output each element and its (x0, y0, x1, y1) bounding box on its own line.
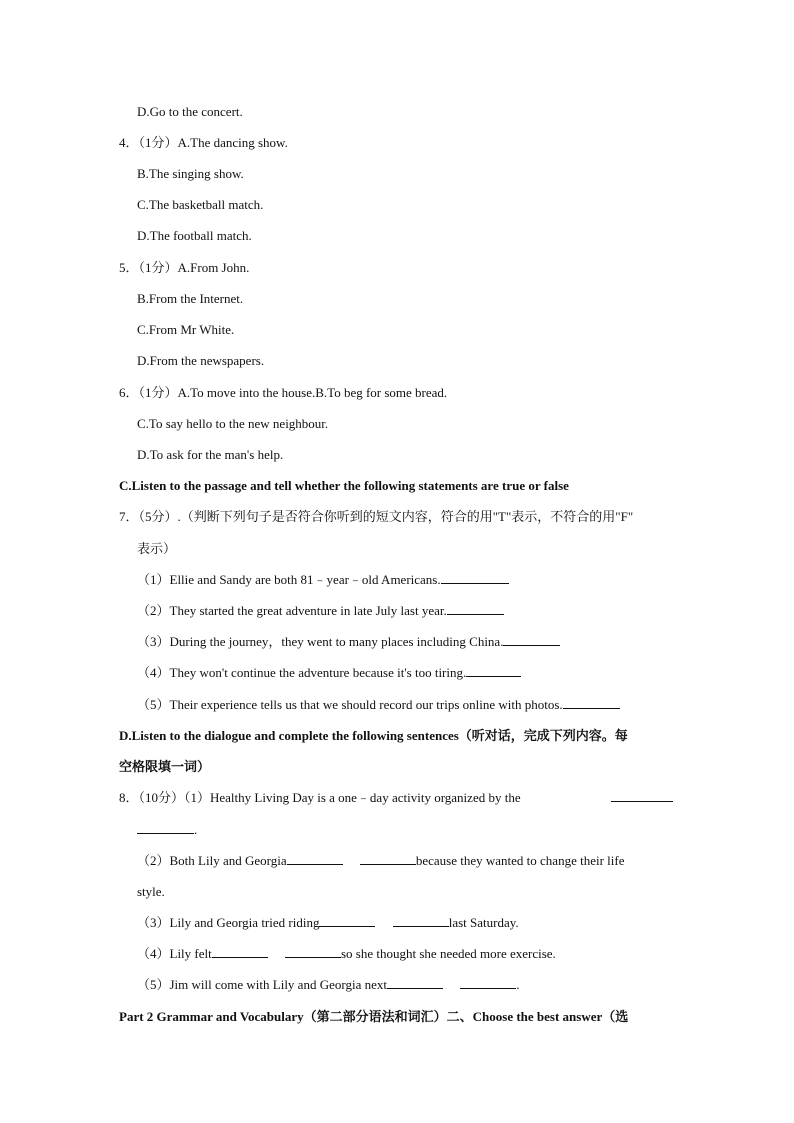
answer-blank[interactable] (285, 946, 341, 958)
section-d-heading: D.Listen to the dialogue and complete the following sentences（听对话，完成下列内容。每 (119, 728, 628, 743)
q7-item-2-text: （2）They started the great adventure in late July last year. (137, 603, 447, 618)
answer-blank[interactable] (503, 634, 560, 646)
q6-stem: 6．（1分）A.To move into the house.B.To beg for some bread. (119, 385, 448, 400)
q4-option-c: C.The basketball match. (137, 197, 264, 212)
q8-sentence-5 (137, 977, 519, 993)
q6-option-c: C.To say hello to the new neighbour. (137, 416, 329, 431)
q5-option-b: B.From the Internet. (137, 291, 244, 306)
q3-option-d: D.Go to the concert. (137, 104, 243, 119)
answer-blank[interactable] (466, 665, 521, 677)
answer-blank[interactable] (447, 603, 504, 615)
q7-item-2 (137, 603, 504, 619)
q8-sentence-3-text: （3）Lily and Georgia tried riding (137, 915, 320, 930)
answer-blank[interactable] (460, 977, 516, 989)
q7-item-4 (137, 665, 521, 681)
q4-option-b: B.The singing show. (137, 166, 244, 181)
q8-sentence-3-rest: last Saturday. (448, 915, 519, 930)
q7-item-4-text: （4）They won't continue the adventure because it's too tiring. (137, 665, 467, 680)
q7-item-1 (137, 572, 509, 588)
q8-sentence-5-period: . (516, 977, 520, 992)
answer-blank[interactable] (319, 915, 375, 927)
answer-blank[interactable] (287, 853, 343, 865)
q4-stem: 4．（1分）A.The dancing show. (119, 135, 288, 150)
q7-item-3 (137, 634, 560, 650)
answer-blank[interactable] (611, 790, 673, 802)
q8-sentence-1 (119, 790, 673, 806)
q8-sentence-5-text: （5）Jim will come with Lily and Georgia next (137, 977, 387, 992)
q7-item-3-text: （3）During the journey，they went to many places including China. (137, 634, 504, 649)
q7-item-5 (137, 697, 620, 713)
q8-sentence-4 (137, 946, 556, 962)
section-d-heading-continued: 空格限填一词） (119, 759, 211, 774)
answer-blank[interactable] (387, 977, 443, 989)
q7-item-1-text: （1）Ellie and Sandy are both 81﹣year﹣old Americans. (137, 572, 441, 587)
answer-blank[interactable] (137, 822, 194, 834)
q8-sentence-1-end (137, 822, 197, 838)
q8-sentence-3 (137, 915, 519, 931)
q8-sentence-4-text: （4）Lily felt (137, 946, 212, 961)
answer-blank[interactable] (212, 946, 268, 958)
q7-stem-continued: 表示） (137, 541, 177, 556)
q7-item-5-text: （5）Their experience tells us that we should record our trips online with photos. (137, 697, 563, 712)
q4-option-d: D.The football match. (137, 228, 252, 243)
q8-sentence-2-text: （2）Both Lily and Georgia (137, 853, 287, 868)
answer-blank[interactable] (441, 572, 509, 584)
q5-option-c: C.From Mr White. (137, 322, 235, 337)
answer-blank[interactable] (360, 853, 416, 865)
q8-sentence-4-rest: so she thought she needed more exercise. (341, 946, 556, 961)
q5-option-d: D.From the newspapers. (137, 353, 265, 368)
q8-sentence-2-end: style. (137, 884, 165, 899)
q5-stem: 5．（1分）A.From John. (119, 260, 250, 275)
part2-heading: Part 2 Grammar and Vocabulary（第二部分语法和词汇）二、Choose the best answer（选 (119, 1009, 629, 1024)
q6-option-d: D.To ask for the man's help. (137, 447, 284, 462)
q8-sentence-1-text: 8．（10分）（1）Healthy Living Day is a one﹣day activity organized by the (119, 790, 521, 805)
section-c-heading: C.Listen to the passage and tell whether the following statements are true or false (119, 478, 569, 493)
answer-blank[interactable] (393, 915, 449, 927)
q8-sentence-2-rest: because they wanted to change their life (415, 853, 625, 868)
q7-stem: 7．（5分）.（判断下列句子是否符合你听到的短文内容，符合的用"T"表示，不符合的用"F" (119, 509, 634, 524)
q8-sentence-2 (137, 853, 673, 869)
answer-blank[interactable] (563, 697, 620, 709)
q8-sentence-1-period: . (194, 822, 198, 837)
